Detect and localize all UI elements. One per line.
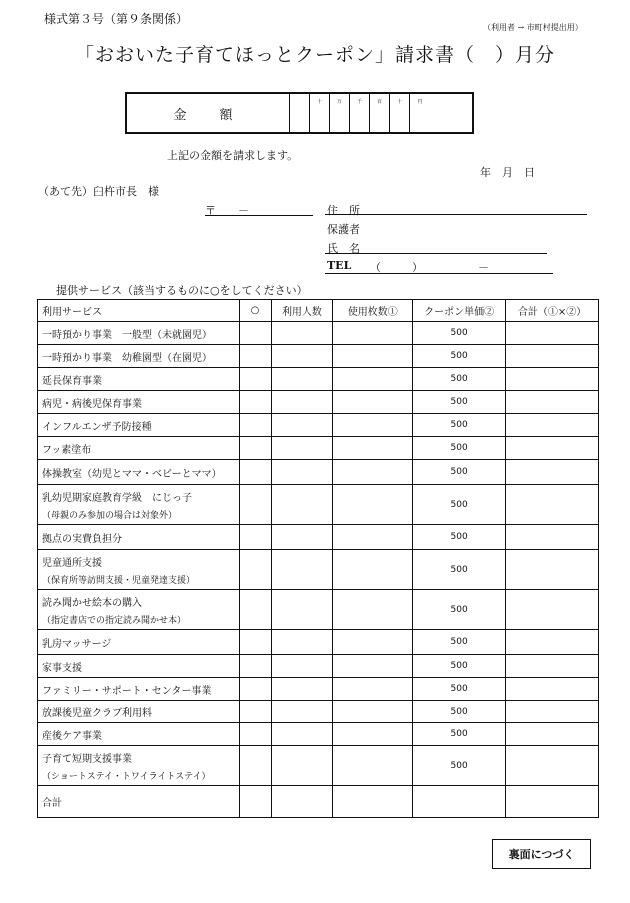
total-label: 合計 bbox=[38, 786, 240, 818]
table-row bbox=[38, 678, 599, 701]
check-cell[interactable] bbox=[239, 630, 271, 655]
row-total-cell[interactable] bbox=[506, 391, 599, 414]
service-note: （母親のみ参加の場合は対象外） bbox=[42, 510, 178, 521]
count-cell[interactable] bbox=[333, 437, 413, 460]
row-total-cell[interactable] bbox=[506, 345, 599, 368]
unit-price-cell: 500 bbox=[413, 746, 506, 786]
service-name-cell bbox=[38, 345, 240, 368]
amount-cell-ten[interactable] bbox=[390, 94, 410, 132]
table-row bbox=[38, 723, 599, 746]
address-label: 住 所 bbox=[327, 204, 360, 217]
tel-dash: － bbox=[478, 261, 489, 274]
row-total-cell[interactable] bbox=[506, 437, 599, 460]
table-row bbox=[38, 414, 599, 437]
grand-total-cell[interactable] bbox=[506, 786, 599, 818]
count-cell[interactable] bbox=[333, 322, 413, 345]
users-cell[interactable] bbox=[271, 701, 333, 723]
col-header-count: 使用枚数① bbox=[333, 300, 413, 322]
amount-label: 金 額 bbox=[173, 107, 243, 123]
service-name: 一時預かり事業 幼稚園型（在園児） bbox=[42, 352, 212, 364]
users-cell[interactable] bbox=[271, 525, 333, 550]
amount-box bbox=[125, 92, 474, 134]
service-name: 乳房マッサージ bbox=[42, 638, 112, 650]
unit-price-cell: 500 bbox=[413, 655, 506, 678]
check-cell[interactable] bbox=[239, 460, 271, 485]
table-row bbox=[38, 437, 599, 460]
row-total-cell[interactable] bbox=[506, 322, 599, 345]
col-header-service: 利用サービス bbox=[38, 300, 240, 322]
count-cell[interactable] bbox=[333, 590, 413, 630]
service-name: 子育て短期支援事業 bbox=[42, 753, 132, 765]
count-cell[interactable] bbox=[333, 723, 413, 746]
name-label: 氏 名 bbox=[327, 242, 360, 255]
users-cell[interactable] bbox=[271, 485, 333, 525]
check-cell[interactable] bbox=[239, 678, 271, 701]
count-cell[interactable] bbox=[333, 655, 413, 678]
users-cell[interactable] bbox=[271, 391, 333, 414]
row-total-cell[interactable] bbox=[506, 590, 599, 630]
row-total-cell[interactable] bbox=[506, 701, 599, 723]
service-name: インフルエンザ予防接種 bbox=[42, 421, 152, 433]
tel-open-paren: （ bbox=[370, 261, 381, 274]
row-total-cell[interactable] bbox=[506, 368, 599, 391]
check-cell[interactable] bbox=[239, 550, 271, 590]
count-cell[interactable] bbox=[333, 701, 413, 723]
addressee: （あて先）臼杵市長 様 bbox=[38, 185, 159, 198]
unit-price-cell: 500 bbox=[413, 723, 506, 746]
users-cell[interactable] bbox=[271, 678, 333, 701]
unit-price-cell: 500 bbox=[413, 525, 506, 550]
amount-cell-hundred[interactable] bbox=[370, 94, 390, 132]
row-total-cell[interactable] bbox=[506, 414, 599, 437]
service-note: （保育所等訪問支援・児童発達支援） bbox=[42, 575, 196, 586]
tel-label: TEL bbox=[327, 259, 352, 272]
service-name-cell bbox=[38, 590, 240, 630]
request-text: 上記の金額を請求します。 bbox=[167, 149, 299, 162]
form-number: 様式第３号（第９条関係） bbox=[44, 12, 189, 26]
check-cell[interactable] bbox=[239, 322, 271, 345]
service-name-cell bbox=[38, 678, 240, 701]
table-row bbox=[38, 525, 599, 550]
amount-cell-thousand[interactable] bbox=[350, 94, 370, 132]
unit-price-cell: 500 bbox=[413, 485, 506, 525]
table-row bbox=[38, 391, 599, 414]
check-cell[interactable] bbox=[239, 485, 271, 525]
service-name-cell bbox=[38, 746, 240, 786]
digit-unit-label: 十 bbox=[316, 99, 322, 105]
total-check-cell[interactable] bbox=[239, 786, 271, 818]
table-row bbox=[38, 701, 599, 723]
service-name-cell bbox=[38, 485, 240, 525]
service-name: 病児・病後児保育事業 bbox=[42, 398, 142, 410]
unit-price-cell: 500 bbox=[413, 701, 506, 723]
service-name-cell bbox=[38, 391, 240, 414]
row-total-cell[interactable] bbox=[506, 550, 599, 590]
users-cell[interactable] bbox=[271, 746, 333, 786]
name-field[interactable] bbox=[325, 253, 547, 254]
users-cell[interactable] bbox=[271, 723, 333, 746]
postal-code-field[interactable]: 〒 － bbox=[205, 204, 249, 217]
check-cell[interactable] bbox=[239, 746, 271, 786]
table-row bbox=[38, 485, 599, 525]
col-header-unit-price: クーポン単価② bbox=[413, 300, 506, 322]
service-name-cell bbox=[38, 630, 240, 655]
count-cell[interactable] bbox=[333, 414, 413, 437]
service-name-cell bbox=[38, 322, 240, 345]
address-field[interactable] bbox=[325, 214, 587, 215]
row-total-cell[interactable] bbox=[506, 723, 599, 746]
count-cell[interactable] bbox=[333, 460, 413, 485]
count-cell[interactable] bbox=[333, 630, 413, 655]
service-name-cell bbox=[38, 701, 240, 723]
unit-price-cell: 500 bbox=[413, 391, 506, 414]
unit-price-cell: 500 bbox=[413, 322, 506, 345]
service-name: 産後ケア事業 bbox=[42, 730, 102, 742]
users-cell[interactable] bbox=[271, 322, 333, 345]
check-cell[interactable] bbox=[239, 701, 271, 723]
page-title: 「おおいた子育てほっとクーポン」請求書（ ）月分 bbox=[74, 44, 555, 66]
count-cell[interactable] bbox=[333, 550, 413, 590]
table-row bbox=[38, 322, 599, 345]
service-name-cell bbox=[38, 550, 240, 590]
check-cell[interactable] bbox=[239, 368, 271, 391]
col-header-total: 合計（①×②） bbox=[506, 300, 599, 322]
check-cell[interactable] bbox=[239, 590, 271, 630]
digit-unit-label: 十 bbox=[396, 99, 402, 105]
users-cell[interactable] bbox=[271, 368, 333, 391]
digit-unit-label: 百 bbox=[376, 99, 382, 105]
service-name-cell bbox=[38, 437, 240, 460]
service-name: 一時預かり事業 一般型（未就園児） bbox=[42, 329, 212, 341]
row-total-cell[interactable] bbox=[506, 525, 599, 550]
unit-price-cell: 500 bbox=[413, 460, 506, 485]
total-users-cell[interactable] bbox=[271, 786, 333, 818]
service-name: フッ素塗布 bbox=[42, 444, 92, 456]
table-row bbox=[38, 345, 599, 368]
service-note: （ショートステイ・トワイライトステイ） bbox=[42, 771, 211, 782]
count-cell[interactable] bbox=[333, 345, 413, 368]
service-name: 読み聞かせ絵本の購入 bbox=[42, 597, 142, 609]
check-cell[interactable] bbox=[239, 414, 271, 437]
service-name: 体操教室（幼児とママ・ベビーとママ） bbox=[42, 468, 222, 480]
digit-unit-label: 万 bbox=[336, 99, 342, 105]
service-name-cell bbox=[38, 460, 240, 485]
unit-price-cell: 500 bbox=[413, 550, 506, 590]
row-total-cell[interactable] bbox=[506, 746, 599, 786]
unit-price-cell: 500 bbox=[413, 437, 506, 460]
service-name: 放課後児童クラブ利用料 bbox=[42, 708, 152, 719]
users-cell[interactable] bbox=[271, 590, 333, 630]
users-cell[interactable] bbox=[271, 630, 333, 655]
row-total-cell[interactable] bbox=[506, 678, 599, 701]
count-cell[interactable] bbox=[333, 525, 413, 550]
service-name: 延長保育事業 bbox=[42, 375, 102, 387]
table-row bbox=[38, 550, 599, 590]
total-unit-cell bbox=[413, 786, 506, 818]
service-name: 児童通所支援 bbox=[42, 557, 102, 569]
table-row bbox=[38, 746, 599, 786]
users-cell[interactable] bbox=[271, 414, 333, 437]
check-cell[interactable] bbox=[239, 391, 271, 414]
amount-cell-blank[interactable] bbox=[290, 94, 310, 132]
service-name-cell bbox=[38, 655, 240, 678]
table-total-row bbox=[38, 786, 599, 818]
service-name-cell bbox=[38, 414, 240, 437]
check-cell[interactable] bbox=[239, 655, 271, 678]
tel-close-paren: ） bbox=[412, 261, 423, 274]
digit-unit-label: 千 bbox=[356, 99, 362, 105]
service-name-cell bbox=[38, 525, 240, 550]
users-cell[interactable] bbox=[271, 345, 333, 368]
unit-price-cell: 500 bbox=[413, 414, 506, 437]
users-cell[interactable] bbox=[271, 460, 333, 485]
unit-price-cell: 500 bbox=[413, 368, 506, 391]
table-header-row bbox=[38, 300, 599, 322]
tel-field[interactable] bbox=[325, 273, 553, 274]
service-name: 拠点の実費負担分 bbox=[42, 533, 122, 545]
table-row bbox=[38, 630, 599, 655]
check-cell[interactable] bbox=[239, 345, 271, 368]
count-cell[interactable] bbox=[333, 746, 413, 786]
total-count-cell[interactable] bbox=[333, 786, 413, 818]
table-row bbox=[38, 655, 599, 678]
amount-cell-hundred-thousand[interactable] bbox=[310, 94, 330, 132]
service-note: （指定書店での指定読み聞かせ本） bbox=[42, 615, 187, 626]
amount-cell-ten-thousand[interactable] bbox=[330, 94, 350, 132]
count-cell[interactable] bbox=[333, 678, 413, 701]
users-cell[interactable] bbox=[271, 655, 333, 678]
table-row bbox=[38, 460, 599, 485]
unit-price-cell: 500 bbox=[413, 590, 506, 630]
unit-price-cell: 500 bbox=[413, 630, 506, 655]
users-cell[interactable] bbox=[271, 550, 333, 590]
table-row bbox=[38, 368, 599, 391]
check-cell[interactable] bbox=[239, 437, 271, 460]
service-name-cell bbox=[38, 723, 240, 746]
service-name: 家事支援 bbox=[42, 662, 82, 674]
unit-price-cell: 500 bbox=[413, 345, 506, 368]
unit-price-cell: 500 bbox=[413, 678, 506, 701]
service-table bbox=[37, 299, 599, 818]
digit-unit-label: 円 bbox=[417, 99, 423, 105]
service-name-cell bbox=[38, 368, 240, 391]
date-fields[interactable]: 年 月 日 bbox=[480, 166, 535, 179]
row-total-cell[interactable] bbox=[506, 655, 599, 678]
row-total-cell[interactable] bbox=[506, 485, 599, 525]
count-cell[interactable] bbox=[333, 485, 413, 525]
count-cell[interactable] bbox=[333, 391, 413, 414]
amount-cell-yen[interactable] bbox=[410, 94, 430, 132]
count-cell[interactable] bbox=[333, 368, 413, 391]
continue-on-back-note: 裏面につづく bbox=[492, 839, 591, 869]
service-name: ファミリー・サポート・センター事業 bbox=[42, 685, 212, 697]
table-row bbox=[38, 590, 599, 630]
service-heading: 提供サービス（該当するものに○をしてください） bbox=[56, 284, 308, 297]
col-header-users: 利用人数 bbox=[271, 300, 333, 322]
recipient-note: （利用者 → 市町村提出用） bbox=[483, 23, 583, 32]
row-total-cell[interactable] bbox=[506, 460, 599, 485]
amount-digit-cells bbox=[289, 94, 430, 132]
check-cell[interactable] bbox=[239, 525, 271, 550]
service-name: 乳幼児期家庭教育学級 にじっ子 bbox=[42, 492, 192, 504]
guardian-label: 保護者 bbox=[327, 223, 360, 236]
row-total-cell[interactable] bbox=[506, 630, 599, 655]
users-cell[interactable] bbox=[271, 437, 333, 460]
check-cell[interactable] bbox=[239, 723, 271, 746]
col-header-check: ○ bbox=[239, 300, 271, 322]
postal-underline bbox=[205, 215, 313, 216]
